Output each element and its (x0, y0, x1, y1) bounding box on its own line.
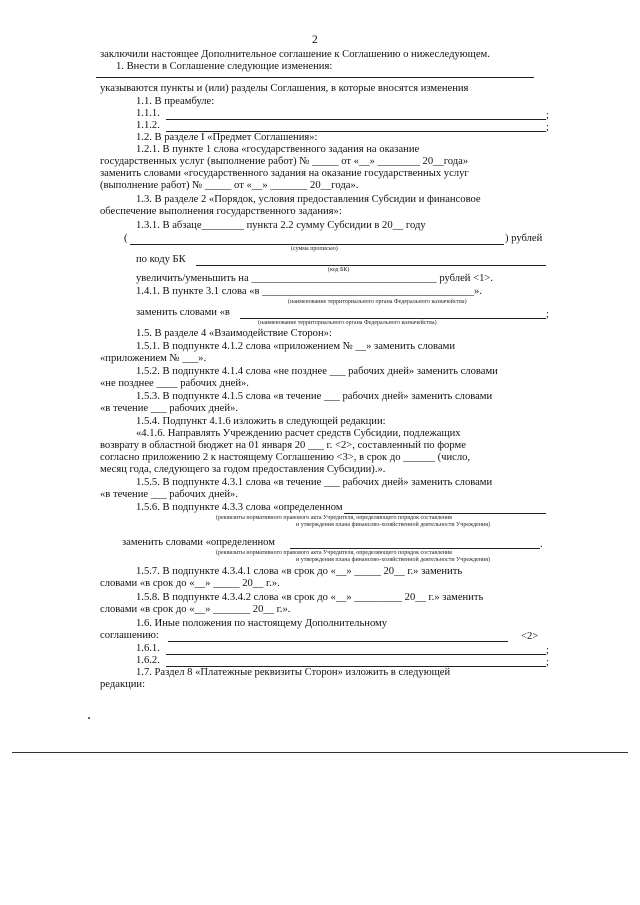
caption-normative-act: (реквизиты нормативного правового акта Учредителя, определяющего порядок составления (216, 515, 452, 521)
changes-description: указываются пункты и (или) разделы Соглашения, в которые вносятся изменения (100, 83, 469, 94)
item-1-2: 1.2. В разделе I «Предмет Соглашения»: (136, 132, 318, 143)
item-1-heading: 1. Внести в Соглашение следующие изменения: (116, 61, 333, 72)
item-1-1: 1.1. В преамбуле: (136, 96, 215, 107)
item-1-4-1: 1.4.1. В пункте 3.1 слова «в ________________________________________». (136, 286, 482, 297)
item-1-5-2-text: «не позднее ____ рабочих дней». (100, 378, 249, 389)
semicolon: ; (546, 122, 549, 133)
semicolon: ; (546, 309, 549, 320)
blank-rule (168, 641, 508, 642)
item-1-7: 1.7. Раздел 8 «Платежные реквизиты Сторон» изложить в следующей (136, 667, 451, 678)
item-1-5-8: 1.5.8. В подпункте 4.3.4.2 слова «в срок до «__» _________ 20__ г.» заменить (136, 592, 484, 603)
item-1-1-1: 1.1.1. (136, 108, 160, 119)
item-4-1-6-text: возврату в областной бюджет на 01 января 20 ___ г. <2>, составленный по форме (100, 440, 466, 451)
item-1-5-1: 1.5.1. В подпункте 4.1.2 слова «приложением № __» заменить словами (136, 341, 455, 352)
item-1-5-6: 1.5.6. В подпункте 4.3.3 слова «определенном (136, 502, 343, 513)
caption-normative-act: (реквизиты нормативного правового акта Учредителя, определяющего порядок составления (216, 550, 452, 556)
item-1-2-1: 1.2.1. В пункте 1 слова «государственного задания на оказание (136, 144, 420, 155)
blank-rule (166, 119, 546, 120)
semicolon: ; (546, 110, 549, 121)
item-1-2-1-text: государственных услуг (выполнение работ) № _____ от «__» ________ 20__года» (100, 156, 469, 167)
item-1-2-1-text: (выполнение работ) № _____ от «__» _______ 20__года». (100, 180, 359, 191)
caption-normative-act: и утверждения плана финансово-хозяйственной деятельности Учреждения) (296, 522, 491, 528)
semicolon: ; (546, 657, 549, 668)
item-4-1-6-text: месяц года, следующего за годом предоставления Субсидии).». (100, 464, 386, 475)
item-1-7-text: редакции: (100, 679, 146, 690)
scan-speck (88, 717, 90, 719)
item-1-6: 1.6. Иные положения по настоящему Дополнительному (136, 618, 388, 629)
item-1-5: 1.5. В разделе 4 «Взаимодействие Сторон»: (136, 328, 332, 339)
item-1-5-1-text: «приложением № ___». (100, 353, 207, 364)
item-1-3-text: обеспечение выполнения государственного задания»: (100, 206, 342, 217)
caption-treasury-body: (наименование территориального органа Федерального казначейства) (288, 299, 467, 305)
blank-rule (196, 265, 546, 266)
footnote-ref: <2> (521, 631, 539, 642)
blank-rule (344, 513, 546, 514)
item-1-3-1: 1.3.1. В абзаце________ пункта 2.2 сумму Субсидии в 20__ году (136, 220, 426, 231)
item-1-5-2: 1.5.2. В подпункте 4.1.4 слова «не позднее ___ рабочих дней» заменить словами (136, 366, 498, 377)
item-1-3: 1.3. В разделе 2 «Порядок, условия предоставления Субсидии и финансовое (136, 194, 481, 205)
semicolon: ; (546, 645, 549, 656)
item-1-5-3-text: «в течение ___ рабочих дней». (100, 403, 239, 414)
item-1-6-1: 1.6.1. (136, 643, 160, 654)
caption-budget-code: (код БК) (328, 267, 350, 273)
item-1-5-4: 1.5.4. Подпункт 4.1.6 изложить в следующей редакции: (136, 416, 386, 427)
item-4-1-6-text: согласно приложению 2 к настоящему Соглашению <3>, в срок до ______ (число, (100, 452, 471, 463)
item-1-5-7-text: словами «в срок до «__» _____ 20__ г.». (100, 578, 280, 589)
replace-with-label: заменить словами «в (136, 307, 230, 318)
item-1-6-text: соглашению: (100, 630, 159, 641)
item-1-1-2: 1.1.2. (136, 120, 160, 131)
increase-decrease-line: увеличить/уменьшить на ___________________________________ рублей <1>. (136, 273, 493, 284)
replace-with-label: заменить словами «определенном (122, 537, 275, 548)
budget-code-label: по коду БК (136, 254, 186, 265)
blank-rule (96, 77, 534, 78)
rubles-label: ) рублей (505, 233, 543, 244)
item-1-6-2: 1.6.2. (136, 655, 160, 666)
page-bottom-rule (12, 752, 628, 753)
blank-rule (166, 654, 546, 655)
item-1-5-7: 1.5.7. В подпункте 4.3.4.1 слова «в срок до «__» _____ 20__ г.» заменить (136, 566, 463, 577)
item-4-1-6: «4.1.6. Направлять Учреждению расчет средств Субсидии, подлежащих (136, 428, 461, 439)
blank-rule (240, 318, 546, 319)
blank-rule (130, 244, 504, 245)
item-1-2-1-text: заменить словами «государственного задания на оказание государственных услуг (100, 168, 469, 179)
period: . (540, 539, 543, 550)
item-1-5-5: 1.5.5. В подпункте 4.3.1 слова «в течение ___ рабочих дней» заменить словами (136, 477, 493, 488)
caption-amount-in-words: (сумма прописью) (291, 246, 338, 252)
caption-treasury-body: (наименование территориального органа Федерального казначейства) (258, 320, 437, 326)
page-number: 2 (312, 34, 318, 46)
paren-open: ( (124, 233, 128, 244)
intro-line: заключили настоящее Дополнительное соглашение к Соглашению о нижеследующем. (100, 49, 490, 60)
blank-rule (290, 548, 540, 549)
caption-normative-act: и утверждения плана финансово-хозяйственной деятельности Учреждения) (296, 557, 491, 563)
item-1-5-8-text: словами «в срок до «__» _______ 20__ г.». (100, 604, 291, 615)
item-1-5-5-text: «в течение ___ рабочих дней». (100, 489, 239, 500)
item-1-5-3: 1.5.3. В подпункте 4.1.5 слова «в течение ___ рабочих дней» заменить словами (136, 391, 493, 402)
